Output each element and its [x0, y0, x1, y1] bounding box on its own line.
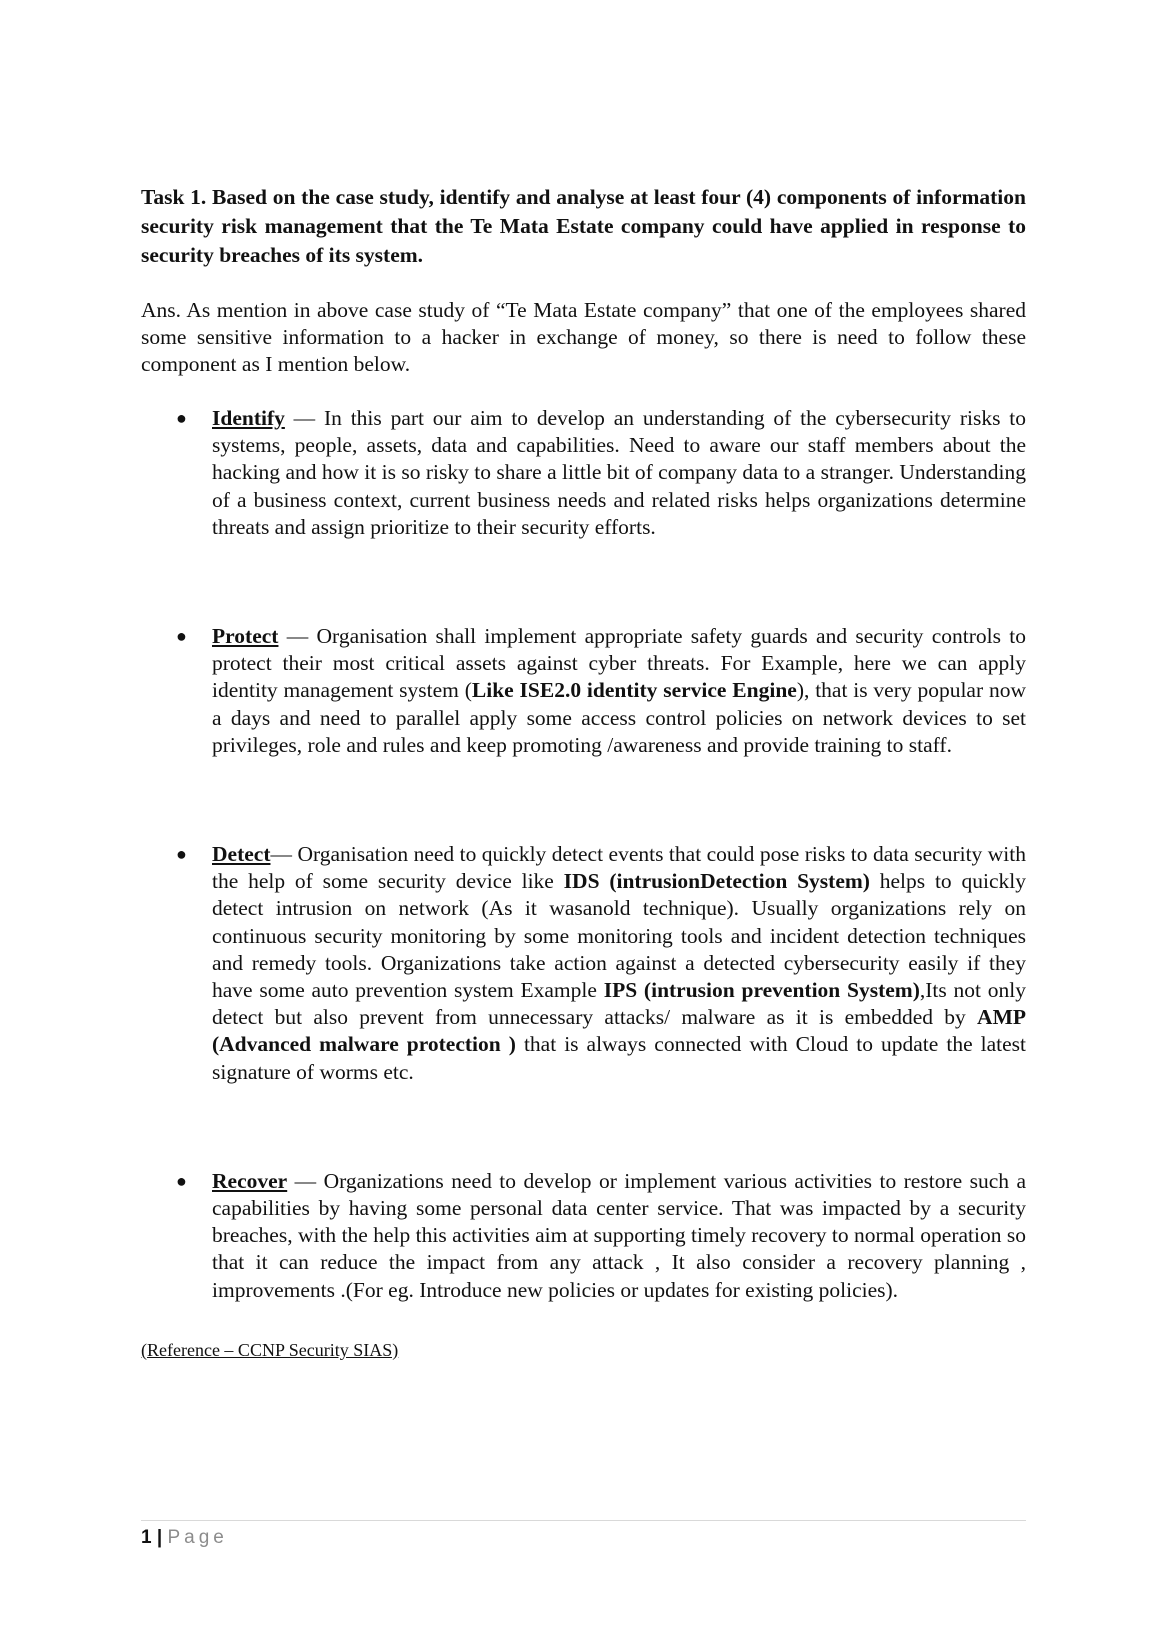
- page-label: Page: [167, 1527, 228, 1548]
- protect-text-2: ), that is very popular now a days and need to parallel apply some access control policies on network devices to set privileges, role and rules and keep promoting /awareness and provide training to staff.: [212, 678, 1026, 757]
- detect-text-4: that is always connected with Cloud to update the latest signature of worms etc.: [212, 1032, 1026, 1084]
- detect-text-1: — Organisation need to quickly detect events that could pose risks to data security with the help of some security device like: [212, 842, 1026, 894]
- document-body: [141, 183, 1026, 1362]
- protect-text-1: — Organisation shall implement appropriate safety guards and security controls to protect their most critical assets against cyber threats. For Example, here we can apply identity management system (: [212, 624, 1026, 703]
- components-list: [141, 405, 1026, 1304]
- detect-emphasis-ips: IPS (intrusion prevention System): [603, 978, 920, 1003]
- detect-emphasis-amp: AMP (Advanced malware protection ): [212, 1005, 1026, 1057]
- list-item-protect: [141, 623, 1026, 759]
- list-item-recover: [141, 1168, 1026, 1304]
- protect-emphasis-ise: Like ISE2.0 identity service Engine: [471, 678, 797, 703]
- bullet-icon: ●: [176, 1170, 187, 1191]
- term-protect: Protect: [212, 624, 279, 649]
- bullet-icon: ●: [176, 408, 187, 428]
- term-identify: Identify: [212, 406, 285, 430]
- detect-emphasis-ids: IDS (intrusionDetection System): [563, 869, 870, 894]
- detect-text-3: ,Its not only detect but also prevent from unnecessary attacks/ malware as it is embedded by: [212, 978, 1026, 1030]
- recover-text: — Organizations need to develop or implement various activities to restore such a capabilities by having some personal data center service. That was impacted by a security breaches, with the help this activities aim at supporting timely recovery to normal operation so that it can reduce the impact from any attack , It also consider a recovery planning , improvements .(For eg. Introduce new policies or updates for existing policies).: [212, 1168, 1026, 1302]
- bullet-icon: ●: [176, 626, 187, 647]
- page-number: 1: [141, 1527, 152, 1548]
- bullet-icon: ●: [176, 844, 187, 865]
- list-item-identify: [141, 405, 1026, 541]
- identify-text: — In this part our aim to develop an understanding of the cybersecurity risks to systems, people, assets, data and capabilities. Need to aware our staff members about the hacking and how it is so risky to share a little bit of company data to a stranger. Understanding of a business context, current business needs and related risks helps organizations determine threats and assign prioritize to their security efforts.: [212, 406, 1026, 539]
- answer-intro: Ans. As mention in above case study of “Te Mata Estate company” that one of the employees shared some sensitive information to a hacker in exchange of money, so there is need to follow these component as I mention below.: [141, 298, 1026, 376]
- term-detect: Detect: [212, 842, 271, 867]
- page-separator: |: [156, 1527, 163, 1548]
- term-recover: Recover: [212, 1168, 288, 1193]
- detect-text-2: helps to quickly detect intrusion on network (As it wasanold technique). Usually organizations rely on continuous security monitoring by some monitoring tools and incident detection techniques and remedy tools. Organizations take action against a detected cybersecurity easily if they have some auto prevention system Example: [212, 869, 1026, 1003]
- task-heading: Task 1. Based on the case study, identify and analyse at least four (4) components of information security risk management that the Te Mata Estate company could have applied in response to security breaches of its system.: [141, 185, 1026, 267]
- reference-note: (Reference – CCNP Security SIAS): [141, 1339, 399, 1360]
- page-footer: [141, 1520, 1026, 1551]
- list-item-detect: [141, 841, 1026, 1086]
